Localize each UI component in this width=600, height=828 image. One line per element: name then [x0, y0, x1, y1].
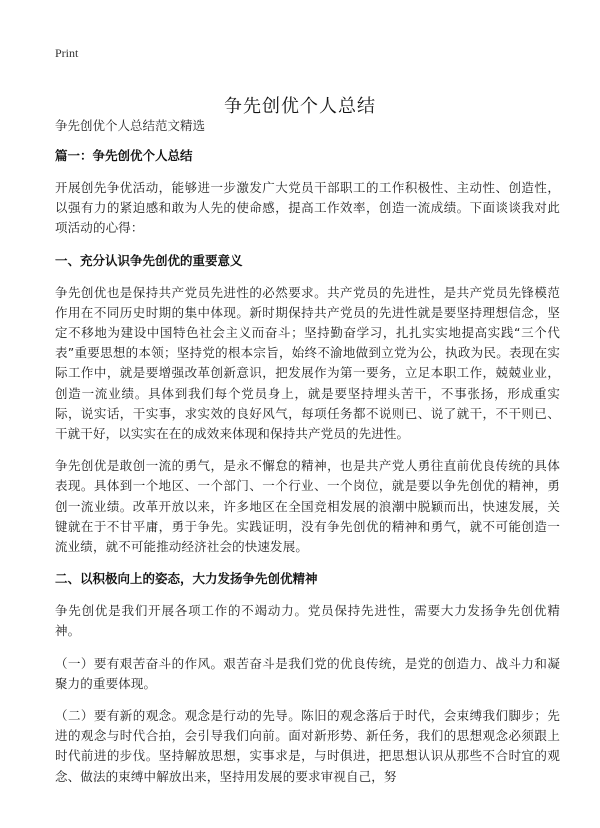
document-body: [55, 116, 560, 799]
section-2-paragraph-3: （二）要有新的观念。观念是行动的先导。陈旧的观念落后于时代，会束缚我们脚步；先进的观念与时代合拍，会引导我们向前。面对新形势、新任务，我们的思想观念必须跟上时代前进的步伐。坚持解放思想，实事求是，与时俱进，把思想认识从那些不合时宜的观念、做法的束缚中解放出来，坚持用发展的要求审视自己，努: [55, 708, 560, 784]
print-label: Print: [55, 46, 79, 60]
section-1-heading: 一、充分认识争先创优的重要意义: [55, 252, 243, 268]
intro-paragraph: 开展创先争优活动，能够进一步激发广大党员干部职工的工作积极性、主动性、创造性，以强有力的紧迫感和敢为人先的使命感，提高工作效率，创造一流成绩。下面谈谈我对此项活动的心得：: [55, 180, 560, 236]
document-subtitle: 争先创优个人总结范文精选: [55, 118, 206, 133]
article-heading: 篇一：争先创优个人总结: [55, 148, 193, 163]
section-1-paragraph-2: 争先创优是敢创一流的勇气，是永不懈怠的精神，也是共产党人勇往直前优良传统的具体表现。具体到一个地区、一个部门、一个行业、一个岗位，就是要以争先创优的精神，勇创一流业绩。改革开放以来，许多地区在全国竞相发展的浪潮中脱颖而出，快速发展，关键就在于不甘平庸，勇于争先。实践证明，没有争先创优的精神和勇气，就不可能创造一流业绩，就不可能推动经济社会的快速发展。: [55, 458, 560, 555]
page-title: 争先创优个人总结: [224, 96, 376, 118]
section-2-paragraph-1: 争先创优是我们开展各项工作的不竭动力。党员保持先进性，需要大力发扬争先创优精神。: [55, 603, 560, 639]
section-1-paragraph-1: 争先创优也是保持共产党员先进性的必然要求。共产党员的先进性，是共产党员先锋模范作用在不同历史时期的集中体现。新时期保持共产党员的先进性就是要坚持理想信念，坚定不移地为建设中国特色社会主义而奋斗；坚持勤奋学习，扎扎实实地提高实践“三个代表”重要思想的本领；坚持党的根本宗旨，始终不渝地做到立党为公，执政为民。表现在实际工作中，就是要增强改革创新意识，把发展作为第一要务，立足本职工作，兢兢业业，创造一流业绩。具体到我们每个党员身上，就是要坚持埋头苦干，不事张扬，形成重实际，说实话，干实事，求实效的良好风气，每项任务都不说则已、说了就干，不干则已、干就干好，以实实在在的成效来体现和保持共产党员的先进性。: [55, 284, 560, 442]
section-2-heading: 二、以积极向上的姿态，大力发扬争先创优精神: [55, 571, 318, 587]
section-2-paragraph-2: （一）要有艰苦奋斗的作风。艰苦奋斗是我们党的优良传统，是党的创造力、战斗力和凝聚力的重要体现。: [55, 655, 560, 691]
